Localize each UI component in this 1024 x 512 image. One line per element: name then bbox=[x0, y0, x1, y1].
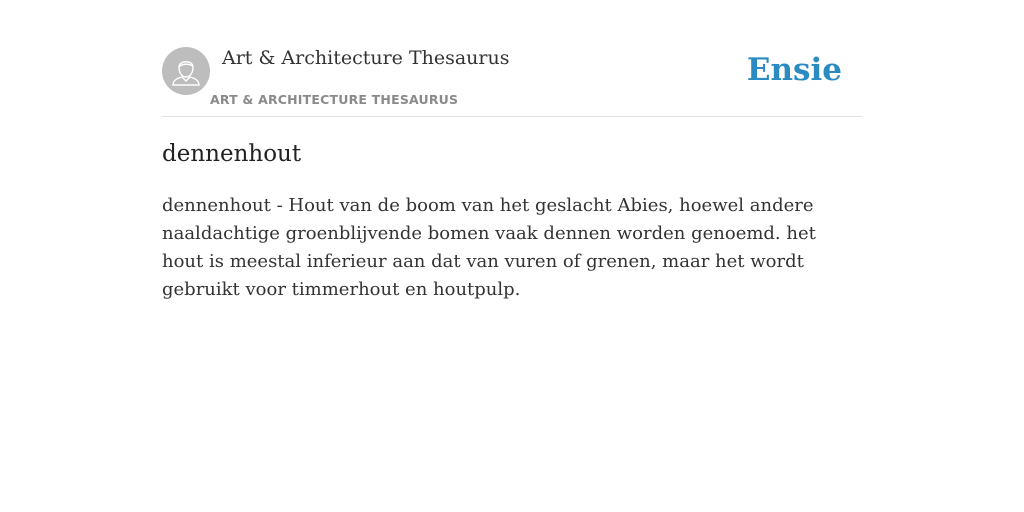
user-avatar-icon[interactable] bbox=[162, 47, 210, 95]
author-subtitle: ART & ARCHITECTURE THESAURUS bbox=[210, 92, 459, 107]
author-name-link[interactable]: Art & Architecture Thesaurus bbox=[222, 47, 510, 69]
user-silhouette-icon bbox=[162, 47, 210, 95]
ensie-logo-link[interactable]: Ensie bbox=[746, 52, 842, 88]
header bbox=[162, 40, 862, 117]
entry-title: dennenhout bbox=[162, 141, 302, 167]
entry-definition: dennenhout - Hout van de boom van het geslacht Abies, hoewel andere naaldachtige groenblijvende bomen vaak dennen worden genoemd. het hout is meestal inferieur aan dat van vuren of grenen, maar het wordt gebruikt voor timmerhout en houtpulp. bbox=[162, 195, 816, 300]
